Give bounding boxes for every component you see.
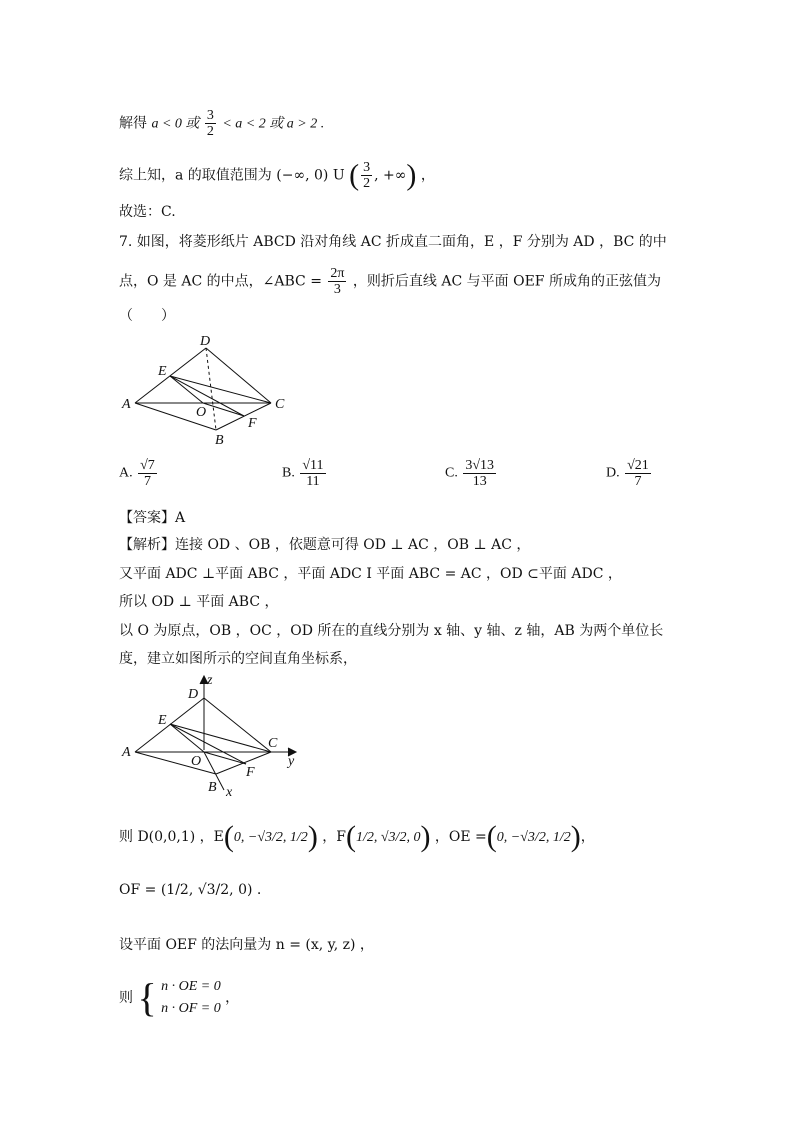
option-c: C. $\frac{3√13}{13}$: [445, 458, 495, 489]
text: 综上知，a 的取值范围为 (−∞, 0) U: [119, 167, 345, 184]
label-C: C: [275, 397, 285, 412]
option-d: D. $\frac{√21}{7}$: [606, 458, 649, 489]
label-C: C: [268, 736, 278, 751]
equation-1: n · OE = 0: [161, 979, 221, 994]
label-D: D: [188, 687, 199, 702]
question-paren: （ ）: [119, 308, 175, 324]
normal-vector-line: 设平面 OEF 的法向量为 n = (x, y, z) ，: [119, 937, 374, 953]
figure-coordinate-system: [118, 672, 308, 800]
fraction: $\frac{3}{2}$: [363, 160, 371, 191]
text: ，: [420, 167, 435, 184]
analysis-line-5: 度，建立如图所示的空间直角坐标系，: [119, 651, 357, 667]
analysis-line-3: 所以 OD ⊥ 平面 ABC ，: [119, 594, 279, 610]
label-A: A: [122, 745, 131, 760]
question-7-line-1: 7. 如图，将菱形纸片 ABCD 沿对角线 AC 折成直二面角，E ，F 分别为 AD ，BC 的中: [119, 234, 667, 250]
coordinates-line: 则 D(0,0,1) ，E(0, −√3/2, 1/2) ，F(1/2, √3/2, 0) ，OE =(0, −√3/2, 1/2)，: [119, 820, 595, 853]
label-x: x: [226, 785, 233, 800]
answer-line: 【答案】A: [119, 510, 186, 526]
math: , +∞: [374, 167, 407, 184]
label-O: O: [196, 405, 207, 420]
analysis-line-1: 【解析】连接 OD 、OB ，依题意可得 OD ⊥ AC ，OB ⊥ AC ，: [119, 537, 531, 553]
label-D: D: [200, 334, 211, 349]
option-a: A. $\frac{√7}{7}$: [119, 458, 155, 489]
option-b: B. $\frac{√11}{11}$: [282, 458, 324, 489]
answer-choice-text: 故选：C.: [119, 204, 176, 220]
question-7-line-2: 点，O 是 AC 的中点，∠ABC = $\frac{2\pi}{3}$ ，则折后直线 AC 与平面 OEF 所成角的正弦值为: [119, 266, 661, 297]
label-B: B: [208, 780, 217, 795]
label-F: F: [248, 416, 257, 431]
label-B: B: [215, 433, 224, 448]
fraction: $\frac{3}{2}$: [206, 108, 214, 139]
equation-2: n · OF = 0: [161, 1001, 221, 1016]
label-O: O: [191, 754, 202, 769]
solution-line-2: 综上知，a 的取值范围为 (−∞, 0) U ( $\frac{3}{2}$ , +∞) ，: [119, 158, 435, 192]
math: a < 0 或: [151, 116, 203, 132]
solution-line-1: [119, 108, 324, 139]
math: < a < 2 或 a > 2 .: [222, 116, 325, 132]
text: 解得: [119, 115, 147, 132]
figure-rhombus-folded: [118, 330, 298, 448]
label-F: F: [246, 765, 255, 780]
analysis-line-4: 以 O 为原点，OB ，OC ，OD 所在的直线分别为 x 轴、y 轴、z 轴，AB 为两个单位长: [119, 623, 664, 639]
vector-of-line: OF = (1/2, √3/2, 0) .: [119, 882, 262, 898]
label-y: y: [288, 754, 295, 769]
label-A: A: [122, 397, 131, 412]
label-E: E: [158, 364, 167, 379]
label-E: E: [158, 713, 167, 728]
analysis-line-2: 又平面 ADC ⊥平面 ABC ，平面 ADC I 平面 ABC = AC ，OD ⊂平面 ADC ，: [119, 566, 622, 582]
label-z: z: [207, 673, 213, 688]
equation-system: 则 { n · OE = 0 n · OF = 0 ，: [119, 975, 240, 1020]
